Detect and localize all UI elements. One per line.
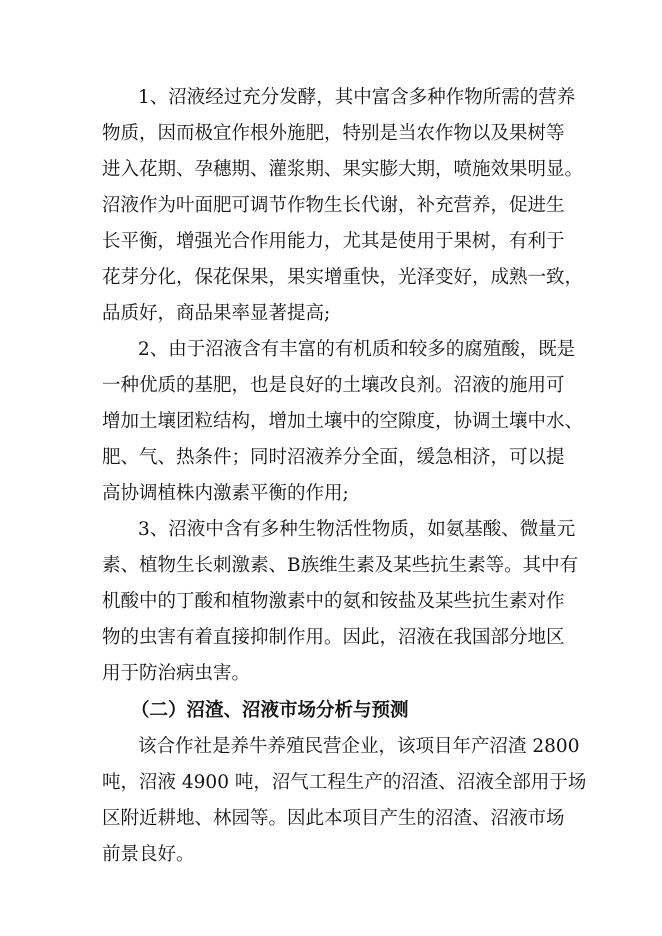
paragraph-1-line: 花芽分化，保花保果，果实增重快，光泽变好，成熟一致， bbox=[102, 267, 584, 288]
paragraph-1-line: 品质好，商品果率显著提高; bbox=[102, 303, 331, 324]
paragraph-3-line: 用于防治病虫害。 bbox=[102, 663, 251, 684]
paragraph-4-line: 吨，沼液 4900 吨，沼气工程生产的沼渣、沼液全部用于场 bbox=[102, 772, 587, 793]
paragraph-1-line: 物质，因而极宜作根外施肥，特别是当农作物以及果树等 bbox=[102, 123, 565, 144]
paragraph-4-line: 前景良好。 bbox=[102, 844, 195, 865]
paragraph-2-line: 高协调植株内激素平衡的作用; bbox=[102, 483, 349, 504]
paragraph-1-line: 沼液作为叶面肥可调节作物生长代谢，补充营养，促进生 bbox=[102, 195, 565, 216]
section-heading: （二）沼渣、沼液市场分析与预测 bbox=[131, 700, 409, 721]
paragraph-4-line: 区附近耕地、林园等。因此本项目产生的沼渣、沼液市场 bbox=[102, 808, 565, 829]
paragraph-4-line: 该合作社是养牛养殖民营企业，该项目年产沼渣 2800 bbox=[138, 736, 580, 757]
paragraph-2-line: 2、由于沼液含有丰富的有机质和较多的腐殖酸，既是 bbox=[138, 339, 576, 360]
paragraph-1-line: 进入花期、孕穗期、灌浆期、果实膨大期，喷施效果明显。 bbox=[102, 159, 584, 180]
paragraph-2-line: 肥、气、热条件；同时沼液养分全面，缓急相济，可以提 bbox=[102, 447, 565, 468]
paragraph-3-line: 物的虫害有着直接抑制作用。因此，沼液在我国部分地区 bbox=[102, 627, 565, 648]
paragraph-3-line: 3、沼液中含有多种生物活性物质，如氨基酸、微量元 bbox=[138, 519, 576, 540]
paragraph-3-line: 机酸中的丁酸和植物激素中的氨和铵盐及某些抗生素对作 bbox=[102, 591, 565, 612]
paragraph-2-line: 一种优质的基肥，也是良好的土壤改良剂。沼液的施用可 bbox=[102, 375, 565, 396]
paragraph-1-line: 1、沼液经过充分发酵，其中富含多种作物所需的营养 bbox=[138, 87, 576, 108]
paragraph-2-line: 增加土壤团粒结构，增加土壤中的空隙度，协调土壤中水、 bbox=[102, 411, 584, 432]
paragraph-1-line: 长平衡，增强光合作用能力，尤其是使用于果树，有利于 bbox=[102, 231, 565, 252]
paragraph-3-line: 素、植物生长刺激素、B族维生素及某些抗生素等。其中有 bbox=[102, 555, 579, 576]
